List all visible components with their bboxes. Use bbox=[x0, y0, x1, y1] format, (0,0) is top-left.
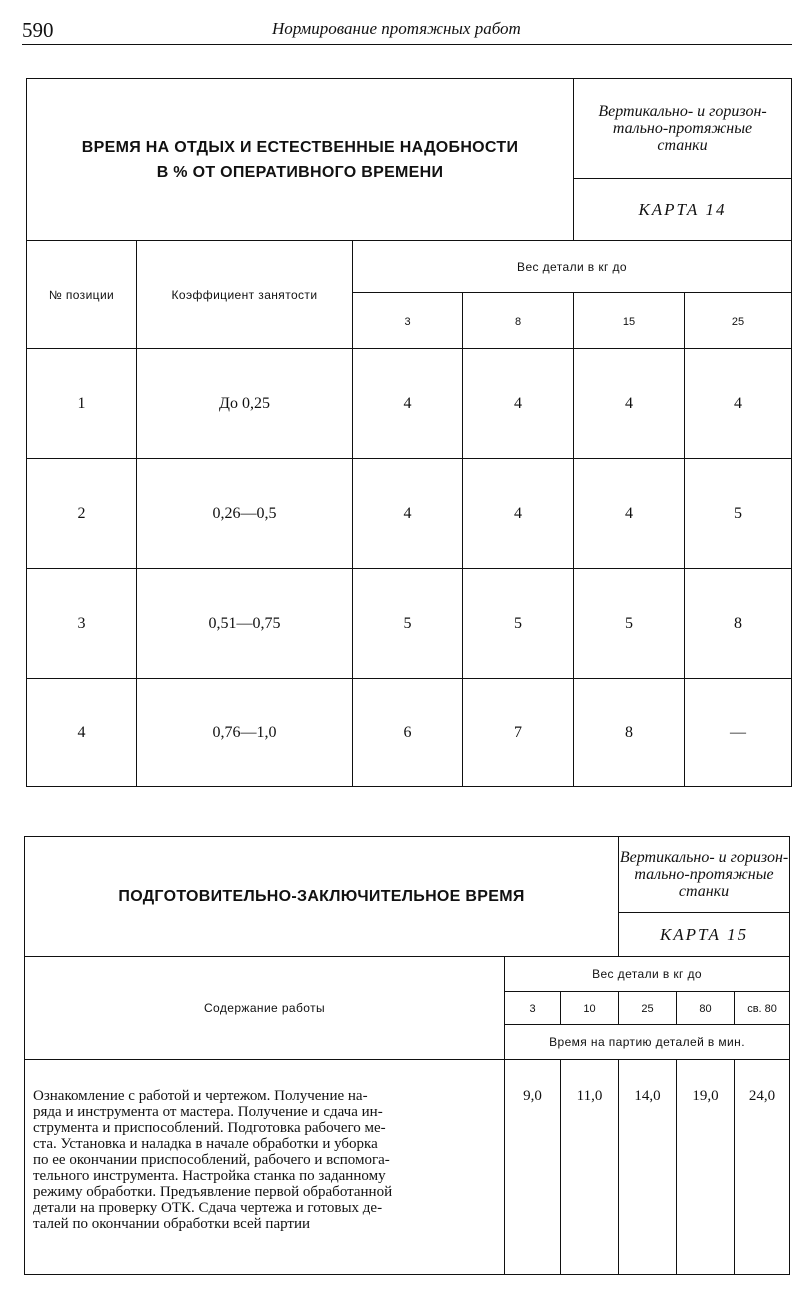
card15-weight: 80 bbox=[677, 992, 735, 1025]
work-line: тельного инструмента. Настройка станка по заданному bbox=[33, 1168, 386, 1184]
card15-col-work: Содержание работы bbox=[25, 957, 505, 1060]
card14-pos: 4 bbox=[27, 679, 137, 787]
card14-weight: 25 bbox=[685, 293, 792, 349]
card14-machines-line1: Вертикально- и горизон- bbox=[598, 103, 767, 120]
card14-title-line2: В % ОТ ОПЕРАТИВНОГО ВРЕМЕНИ bbox=[156, 163, 444, 181]
card14-weight: 8 bbox=[463, 293, 574, 349]
card14-value: 5 bbox=[463, 569, 574, 679]
card15-machines-line1: Вертикально- и горизон- bbox=[619, 849, 789, 866]
card15-work-content bbox=[25, 1060, 505, 1275]
card14-coef: 0,51—0,75 bbox=[137, 569, 353, 679]
table-row bbox=[27, 349, 792, 459]
card14-coef: 0,76—1,0 bbox=[137, 679, 353, 787]
card15-card-label-text: КАРТА 15 bbox=[660, 924, 749, 944]
card14-value: 7 bbox=[463, 679, 574, 787]
work-line: талей по окончании обработки всей партии bbox=[33, 1216, 311, 1232]
table-row bbox=[27, 459, 792, 569]
running-title: Нормирование протяжных работ bbox=[272, 19, 521, 38]
card15-machines-line2: тально-протяжные bbox=[634, 866, 774, 883]
work-line: Ознакомление с работой и чертежом. Получение на- bbox=[33, 1088, 368, 1104]
card14-machines-line3: станки bbox=[657, 137, 708, 154]
card14-value: 6 bbox=[353, 679, 463, 787]
card15-weight: св. 80 bbox=[735, 992, 790, 1025]
work-line: режиму обработки. Предъявление первой обработанной bbox=[33, 1184, 393, 1200]
card14-card-label bbox=[574, 179, 792, 241]
header-rule bbox=[22, 44, 792, 45]
card15-card-label bbox=[619, 913, 790, 957]
card15-value: 19,0 bbox=[677, 1060, 735, 1275]
card14-value: 4 bbox=[353, 349, 463, 459]
card14-col-coef: Коэффициент занятости bbox=[137, 241, 353, 349]
card14-value: 5 bbox=[353, 569, 463, 679]
card14-col-weight: Вес детали в кг до bbox=[353, 241, 792, 293]
card14-pos: 3 bbox=[27, 569, 137, 679]
card14-value: 8 bbox=[574, 679, 685, 787]
card14-value: 4 bbox=[353, 459, 463, 569]
card14-value: 4 bbox=[574, 349, 685, 459]
card15-table bbox=[24, 836, 790, 1275]
card15-weight: 3 bbox=[505, 992, 561, 1025]
page-number: 590 bbox=[22, 18, 54, 42]
card14-title-line1: ВРЕМЯ НА ОТДЫХ И ЕСТЕСТВЕННЫЕ НАДОБНОСТИ bbox=[81, 138, 519, 156]
card15-machines-line3: станки bbox=[678, 883, 730, 900]
card14-col-position: № позиции bbox=[27, 241, 137, 349]
card14-coef: До 0,25 bbox=[137, 349, 353, 459]
table-row bbox=[27, 569, 792, 679]
card15-value: 11,0 bbox=[561, 1060, 619, 1275]
work-line: ста. Установка и наладка в начале обработки и уборка bbox=[33, 1136, 378, 1152]
card15-value: 14,0 bbox=[619, 1060, 677, 1275]
card15-weight: 25 bbox=[619, 992, 677, 1025]
card14-value: 4 bbox=[463, 349, 574, 459]
card14-coef: 0,26—0,5 bbox=[137, 459, 353, 569]
table-row bbox=[25, 1060, 790, 1275]
card14-value: 5 bbox=[685, 459, 792, 569]
card14-value: 8 bbox=[685, 569, 792, 679]
card15-col-time: Время на партию деталей в мин. bbox=[505, 1025, 790, 1060]
card14-title bbox=[27, 79, 574, 241]
card14-pos: 2 bbox=[27, 459, 137, 569]
work-line: по ее окончании приспособлений, рабочего и вспомога- bbox=[33, 1152, 390, 1168]
card14-table bbox=[26, 78, 792, 787]
card15-machines bbox=[619, 837, 790, 913]
card15-weight: 10 bbox=[561, 992, 619, 1025]
table-row bbox=[27, 679, 792, 787]
card14-value: 4 bbox=[685, 349, 792, 459]
card14-machines-line2: тально-протяжные bbox=[612, 120, 753, 137]
card15-value: 24,0 bbox=[735, 1060, 790, 1275]
card14-value: 5 bbox=[574, 569, 685, 679]
card15-col-weight: Вес детали в кг до bbox=[505, 957, 790, 992]
card14-machines bbox=[574, 79, 792, 179]
card15-value: 9,0 bbox=[505, 1060, 561, 1275]
card14-weight: 3 bbox=[353, 293, 463, 349]
card15-title bbox=[25, 837, 619, 957]
card14-pos: 1 bbox=[27, 349, 137, 459]
card14-weight: 15 bbox=[574, 293, 685, 349]
card14-value: 4 bbox=[574, 459, 685, 569]
work-line: ряда и инструмента от мастера. Получение и сдача ин- bbox=[33, 1104, 383, 1120]
card14-card-label-text: КАРТА 14 bbox=[638, 199, 727, 219]
card15-title-text: ПОДГОТОВИТЕЛЬНО-ЗАКЛЮЧИТЕЛЬНОЕ ВРЕМЯ bbox=[118, 888, 525, 905]
card14-value: 4 bbox=[463, 459, 574, 569]
work-line: детали на проверку ОТК. Сдача чертежа и готовых де- bbox=[33, 1200, 383, 1216]
work-line: струмента и приспособлений. Подготовка рабочего ме- bbox=[33, 1120, 386, 1136]
card14-value: — bbox=[685, 679, 792, 787]
